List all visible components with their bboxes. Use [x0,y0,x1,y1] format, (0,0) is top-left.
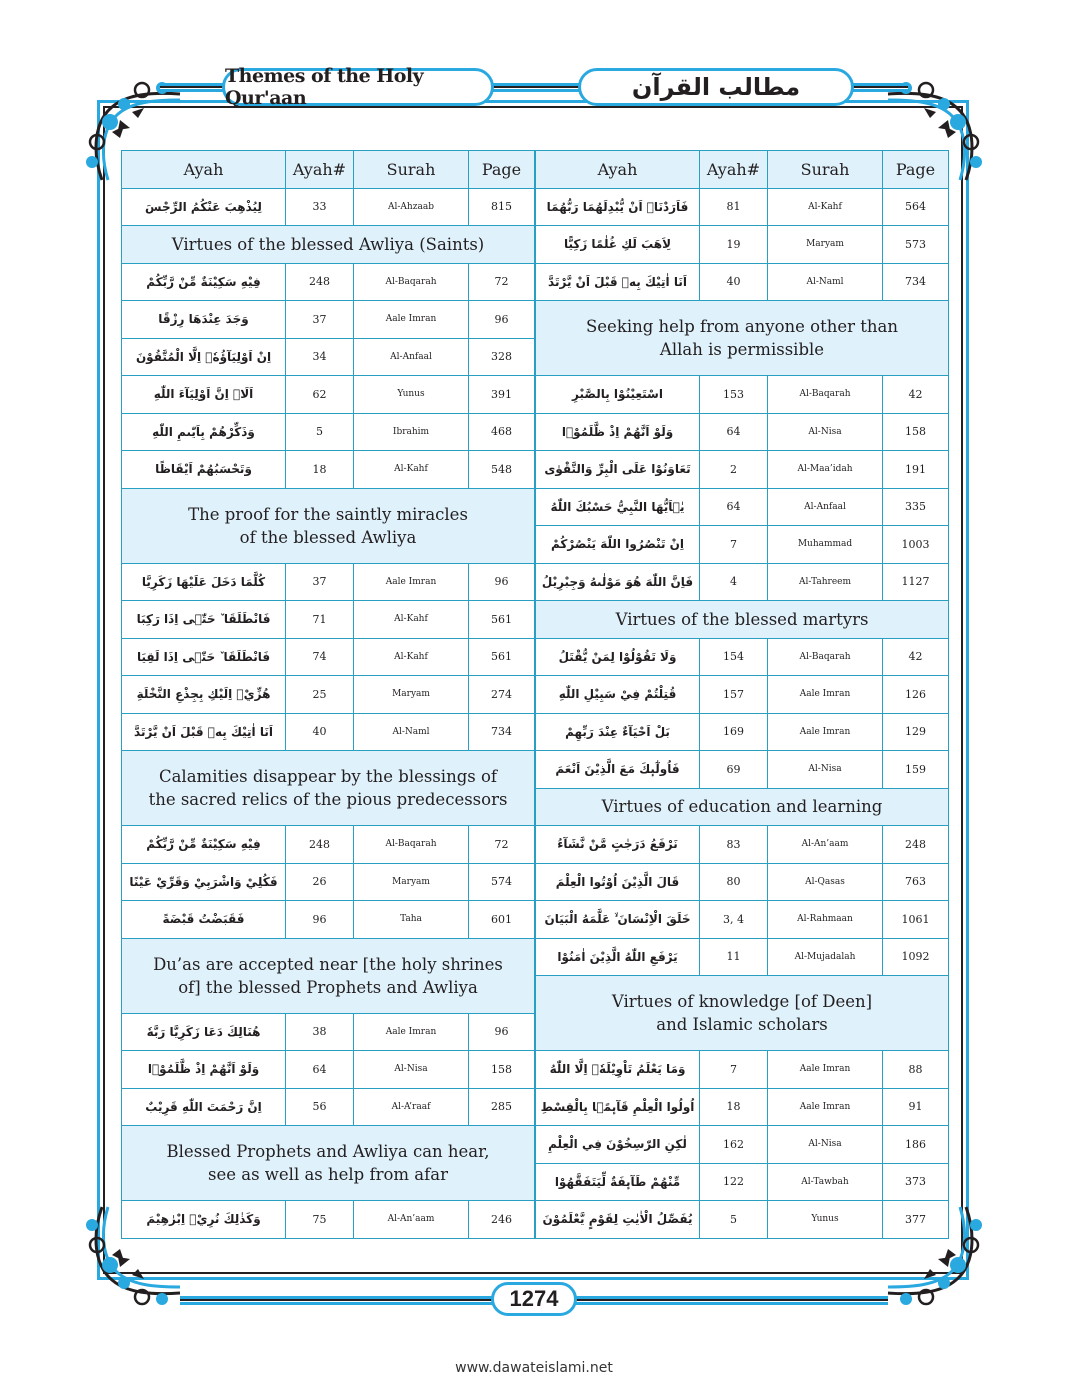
page-cell: 564 [883,189,949,226]
ayah-cell: وَكَذٰلِكَ نُرِيْۤ اِبْرٰهِيْمَ [122,1201,286,1238]
ayah-number-cell: 74 [286,639,354,676]
ayah-number-cell: 157 [700,676,768,713]
ayah-number-cell: 69 [700,751,768,788]
ayah-number-cell: 18 [700,1089,768,1126]
table-row [122,189,535,227]
section-heading-text: Virtues of the blessed Awliya (Saints) [171,234,485,254]
ayah-cell: فَقَبَضْتُ قَبْضَةً [122,901,286,938]
ayah-number-cell: 248 [286,264,354,301]
page-cell: 1092 [883,939,949,976]
ayah-number-cell: 81 [700,189,768,226]
surah-cell: Taha [354,901,469,938]
page-cell: 734 [883,264,949,301]
table-row [536,1089,949,1127]
section-heading-line: Du’as are accepted near [the holy shrines [153,954,503,974]
page-cell: 126 [883,676,949,713]
page-cell: 763 [883,864,949,901]
ayah-cell: فَاُولٰٓىٕكَ مَعَ الَّذِيْنَ اَنْعَمَ [536,751,700,788]
section-heading-line: the sacred relics of the pious predecessors [148,790,508,809]
section-heading-line: and Islamic scholars [656,1015,828,1034]
page-cell: 734 [469,714,535,751]
table-row [122,676,535,714]
table-row [122,901,535,939]
section-heading [536,301,949,376]
surah-cell: Al-Anfaal [354,339,469,376]
ayah-number-cell: 26 [286,864,354,901]
ayah-cell: اِنْ اَوْلِيَآؤُهٗۤ اِلَّا الْمُتَّقُوْنَ [122,339,286,376]
table-row [122,1201,535,1239]
surah-cell: Al-Baqarah [768,376,883,413]
table-row [536,864,949,902]
ayah-cell: فَانْطَلَقَا ٚ حَتّٰۤى اِذَا لَقِيَا [122,639,286,676]
website-url: www.dawateislami.net [455,1360,613,1376]
ayah-number-cell: 169 [700,714,768,751]
page-cell: 335 [883,489,949,526]
section-heading-text: Virtues of education and learning [601,797,883,817]
column-header-page: Page [883,151,949,188]
page-cell: 96 [469,1014,535,1051]
page-cell: 1061 [883,901,949,938]
ayah-cell: فِيْهِ سَكِيْنَةٌ مِّنْ رَّبِّكُمْ [122,826,286,863]
table-row [536,826,949,864]
section-heading [122,489,535,564]
surah-cell: Al-Mujadalah [768,939,883,976]
table-body [122,189,535,1239]
ayah-cell: لِيُذْهِبَ عَنْكُمُ الرِّجْسَ [122,189,286,226]
ayah-number-cell: 3, 4 [700,901,768,938]
page-cell: 391 [469,376,535,413]
page-cell: 72 [469,826,535,863]
column-header-surah: Surah [354,151,469,188]
column-header-ayah-number: Ayah# [286,151,354,188]
table-row [122,451,535,489]
ayah-cell: وَلَوْ اَنَّهُمْ اِذْ ظَّلَمُوْۤا [122,1051,286,1088]
section-heading-line: Allah is permissible [659,340,825,359]
page-cell: 248 [883,826,949,863]
surah-cell: Al-Kahf [354,601,469,638]
page-cell: 574 [469,864,535,901]
surah-cell: Aale Imran [768,714,883,751]
page-cell: 1003 [883,526,949,563]
page-cell: 373 [883,1164,949,1201]
ayah-cell: بَلْ اَحْيَآءٌ عِنْدَ رَبِّهِمْ [536,714,700,751]
ayah-cell: يٰۤاَيُّهَا النَّبِيُّ حَسْبُكَ اللّٰهُ [536,489,700,526]
page-cell: 91 [883,1089,949,1126]
ayah-cell: لِاَهَبَ لَكِ غُلٰمًا زَكِيًّا [536,226,700,263]
table-row [122,339,535,377]
ayah-cell: يَرْفَعِ اللّٰهُ الَّذِيْنَ اٰمَنُوْا [536,939,700,976]
table-row [536,714,949,752]
page-cell: 601 [469,901,535,938]
section-heading [122,226,535,264]
page-cell: 96 [469,301,535,338]
section-heading-line: Virtues of knowledge [of Deen] [611,992,873,1011]
ayah-cell: فِيْهِ سَكِيْنَةٌ مِّنْ رَّبِّكُمْ [122,264,286,301]
surah-cell: Al-Baqarah [354,264,469,301]
page-title-english: Themes of the Holy Qur'aan [222,68,494,106]
footer-rule-left [180,1296,492,1305]
ayah-number-cell: 64 [700,414,768,451]
section-heading [122,939,535,1014]
ayah-number-cell: 5 [700,1201,768,1238]
surah-cell: Al-Nisa [354,1051,469,1088]
table-row [536,526,949,564]
table-row [122,376,535,414]
ayah-number-cell: 7 [700,1051,768,1088]
surah-cell: Maryam [768,226,883,263]
surah-cell: Ibrahim [354,414,469,451]
surah-cell: Al-Naml [354,714,469,751]
ayah-cell: مِّنْهُمْ طَآىٕفَةٌ لِّيَتَفَقَّهُوْا [536,1164,700,1201]
ayah-number-cell: 64 [286,1051,354,1088]
ayah-number-cell: 18 [286,451,354,488]
ayah-cell: يُفَصِّلُ الْاٰيٰتِ لِقَوْمٍ يَّعْلَمُوْنَ [536,1201,700,1238]
surah-cell: Al-An’aam [354,1201,469,1238]
surah-cell: Al-Naml [768,264,883,301]
table-row [536,751,949,789]
table-row [122,1014,535,1052]
ayah-cell: قَالَ الَّذِيْنَ اُوْتُوا الْعِلْمَ [536,864,700,901]
table-row [122,826,535,864]
header-rule-right [852,83,908,92]
page-cell: 328 [469,339,535,376]
ayah-number-cell: 19 [700,226,768,263]
surah-cell: Al-Tawbah [768,1164,883,1201]
surah-cell: Al-Anfaal [768,489,883,526]
ayah-cell: قُتِلْتُمْ فِيْ سَبِيْلِ اللّٰهِ [536,676,700,713]
ayah-number-cell: 56 [286,1089,354,1126]
table-row [122,301,535,339]
page-number: 1274 [491,1282,577,1316]
surah-cell: Al-Kahf [354,639,469,676]
ayah-number-cell: 40 [286,714,354,751]
ayah-cell: نَرْفَعُ دَرَجٰتٍ مَّنْ نَّشَآءُ [536,826,700,863]
ayah-cell: خَلَقَ الْاِنْسَانَ ۙ عَلَّمَهُ الْبَيَانَ [536,901,700,938]
page-cell: 158 [469,1051,535,1088]
ayah-cell: وَمَا يَعْلَمُ تَاْوِيْلَهٗۤ اِلَّا اللّٰهُ [536,1051,700,1088]
column-header-ayah-number: Ayah# [700,151,768,188]
table-row [536,1126,949,1164]
ayah-number-cell: 75 [286,1201,354,1238]
table-row [122,264,535,302]
page-cell: 285 [469,1089,535,1126]
table-header-row [122,151,535,189]
ayah-cell: هُزِّيْۤ اِلَيْكِ بِجِذْعِ النَّخْلَةِ [122,676,286,713]
page-cell: 1127 [883,564,949,601]
surah-cell: Al-Maa’idah [768,451,883,488]
surah-cell: Muhammad [768,526,883,563]
page-cell: 246 [469,1201,535,1238]
page-cell: 96 [469,564,535,601]
ayah-number-cell: 64 [700,489,768,526]
table-row [536,639,949,677]
themes-table-left [121,150,535,1239]
ayah-cell: اَنَا اٰتِيْكَ بِهٖ قَبْلَ اَنْ يَّرْتَدَّ [122,714,286,751]
table-row [536,414,949,452]
ayah-number-cell: 34 [286,339,354,376]
page-cell: 274 [469,676,535,713]
table-header-row [536,151,949,189]
section-heading [536,601,949,639]
table-row [536,451,949,489]
ayah-cell: اُولُوا الْعِلْمِ قَآىٕمًۢا بِالْقِسْطِ [536,1089,700,1126]
ayah-number-cell: 40 [700,264,768,301]
ayah-number-cell: 83 [700,826,768,863]
ayah-number-cell: 7 [700,526,768,563]
ayah-number-cell: 162 [700,1126,768,1163]
ayah-cell: فَانْطَلَقَا ٚ حَتّٰۤى اِذَا رَكِبَا [122,601,286,638]
ayah-cell: اسْتَعِيْنُوْا بِالصَّبْرِ [536,376,700,413]
header-rule-left [160,83,224,92]
table-row [536,901,949,939]
surah-cell: Aale Imran [768,676,883,713]
ayah-number-cell: 154 [700,639,768,676]
section-heading-line: Seeking help from anyone other than [585,317,898,336]
section-heading [122,751,535,826]
page-cell: 191 [883,451,949,488]
ayah-number-cell: 122 [700,1164,768,1201]
ayah-number-cell: 96 [286,901,354,938]
surah-cell: Yunus [354,376,469,413]
page-cell: 42 [883,639,949,676]
surah-cell: Al-Ahzaab [354,189,469,226]
ayah-number-cell: 38 [286,1014,354,1051]
page-cell: 548 [469,451,535,488]
surah-cell: Al-Nisa [768,751,883,788]
ayah-cell: وَتَحْسَبُهُمْ اَيْقَاظًا [122,451,286,488]
ayah-number-cell: 37 [286,301,354,338]
section-heading-line: of the blessed Awliya [239,527,417,547]
section-heading-line: The proof for the saintly miracles [188,504,468,524]
table-row [536,676,949,714]
surah-cell: Aale Imran [354,301,469,338]
surah-cell: Al-Nisa [768,414,883,451]
page-title-urdu: مطالب القرآن [578,68,854,106]
ayah-number-cell: 71 [286,601,354,638]
ayah-number-cell: 37 [286,564,354,601]
ayah-cell: اِنَّ رَحْمَتَ اللّٰهِ قَرِيْبٌ [122,1089,286,1126]
table-row [536,489,949,527]
page-cell: 561 [469,639,535,676]
surah-cell: Aale Imran [768,1089,883,1126]
table-body [536,189,949,1239]
ayah-cell: وَذَكِّرْهُمْ بِاَيّٰىمِ اللّٰهِ [122,414,286,451]
page-cell: 573 [883,226,949,263]
ayah-cell: وَلَا تَقُوْلُوْا لِمَنْ يُّقْتَلُ [536,639,700,676]
table-row [536,1201,949,1239]
surah-cell: Yunus [768,1201,883,1238]
table-row [536,226,949,264]
surah-cell: Al-Kahf [768,189,883,226]
table-row [122,864,535,902]
section-heading-line: see as well as help from afar [207,1165,448,1184]
page-cell: 815 [469,189,535,226]
ayah-number-cell: 33 [286,189,354,226]
table-row [536,564,949,602]
surah-cell: Al-Baqarah [354,826,469,863]
page-cell: 72 [469,264,535,301]
section-heading [536,789,949,827]
ayah-number-cell: 248 [286,826,354,863]
column-header-ayah: Ayah [122,151,286,188]
page-cell: 42 [883,376,949,413]
ayah-number-cell: 153 [700,376,768,413]
ayah-number-cell: 5 [286,414,354,451]
section-heading-line: Blessed Prophets and Awliya can hear, [166,1142,490,1161]
surah-cell: Aale Imran [354,564,469,601]
page-cell: 186 [883,1126,949,1163]
section-heading [536,976,949,1051]
table-row [536,939,949,977]
ayah-cell: هُنَالِكَ دَعَا زَكَرِيَّا رَبَّهٗ [122,1014,286,1051]
ayah-number-cell: 80 [700,864,768,901]
page-cell: 88 [883,1051,949,1088]
surah-cell: Aale Imran [354,1014,469,1051]
ayah-cell: وَجَدَ عِنْدَهَا رِزْقًا [122,301,286,338]
ayah-cell: فَاَرَدْنَاۤ اَنْ يُّبْدِلَهُمَا رَبُّهُمَا [536,189,700,226]
surah-cell: Maryam [354,864,469,901]
table-row [122,1051,535,1089]
surah-cell: Al-Rahmaan [768,901,883,938]
table-row [122,1089,535,1127]
table-row [536,264,949,302]
table-row [122,564,535,602]
surah-cell: Al-An’aam [768,826,883,863]
ayah-cell: اِنْ تَنْصُرُوا اللّٰهَ يَنْصُرْكُمْ [536,526,700,563]
header-rule-middle [492,83,580,92]
ayah-cell: تَعَاوَنُوْا عَلَى الْبِرِّ وَالتَّقْوٰى [536,451,700,488]
ayah-number-cell: 11 [700,939,768,976]
ayah-number-cell: 62 [286,376,354,413]
table-row [536,1164,949,1202]
footer-rule-right [576,1296,888,1305]
page-cell: 158 [883,414,949,451]
table-row [122,414,535,452]
surah-cell: Al-Tahreem [768,564,883,601]
surah-cell: Aale Imran [768,1051,883,1088]
ayah-cell: كُلَّمَا دَخَلَ عَلَيْهَا زَكَرِيَّا [122,564,286,601]
surah-cell: Al-Qasas [768,864,883,901]
ayah-number-cell: 2 [700,451,768,488]
column-header-ayah: Ayah [536,151,700,188]
page-cell: 159 [883,751,949,788]
themes-table-right [535,150,949,1239]
surah-cell: Al-Baqarah [768,639,883,676]
ayah-cell: فَكُلِيْ وَاشْرَبِيْ وَقَرِّيْ عَيْنًا [122,864,286,901]
column-header-surah: Surah [768,151,883,188]
section-heading-text: Virtues of the blessed martyrs [615,609,869,629]
section-heading-line: of] the blessed Prophets and Awliya [178,977,478,997]
table-row [536,1051,949,1089]
ayah-cell: وَلَوْ اَنَّهُمْ اِذْ ظَّلَمُوْۤا [536,414,700,451]
ayah-cell: اَلَاۤ اِنَّ اَوْلِيَآءَ اللّٰهِ [122,376,286,413]
ayah-number-cell: 25 [286,676,354,713]
section-heading [122,1126,535,1201]
page-cell: 561 [469,601,535,638]
table-row [536,189,949,227]
table-row [122,601,535,639]
table-row [536,376,949,414]
page-cell: 468 [469,414,535,451]
ayah-cell: لٰكِنِ الرّٰسِخُوْنَ فِي الْعِلْمِ [536,1126,700,1163]
ayah-cell: فَاِنَّ اللّٰهَ هُوَ مَوْلٰىهُ وَجِبْرِيْلُ [536,564,700,601]
table-row [122,639,535,677]
table-row [122,714,535,752]
section-heading-line: Calamities disappear by the blessings of [158,767,498,786]
page-cell: 129 [883,714,949,751]
surah-cell: Al-A’raaf [354,1089,469,1126]
page-cell: 377 [883,1201,949,1238]
ayah-cell: اَنَا اٰتِيْكَ بِهٖ قَبْلَ اَنْ يَّرْتَدَّ [536,264,700,301]
ayah-number-cell: 4 [700,564,768,601]
surah-cell: Al-Nisa [768,1126,883,1163]
surah-cell: Maryam [354,676,469,713]
column-header-page: Page [469,151,535,188]
surah-cell: Al-Kahf [354,451,469,488]
